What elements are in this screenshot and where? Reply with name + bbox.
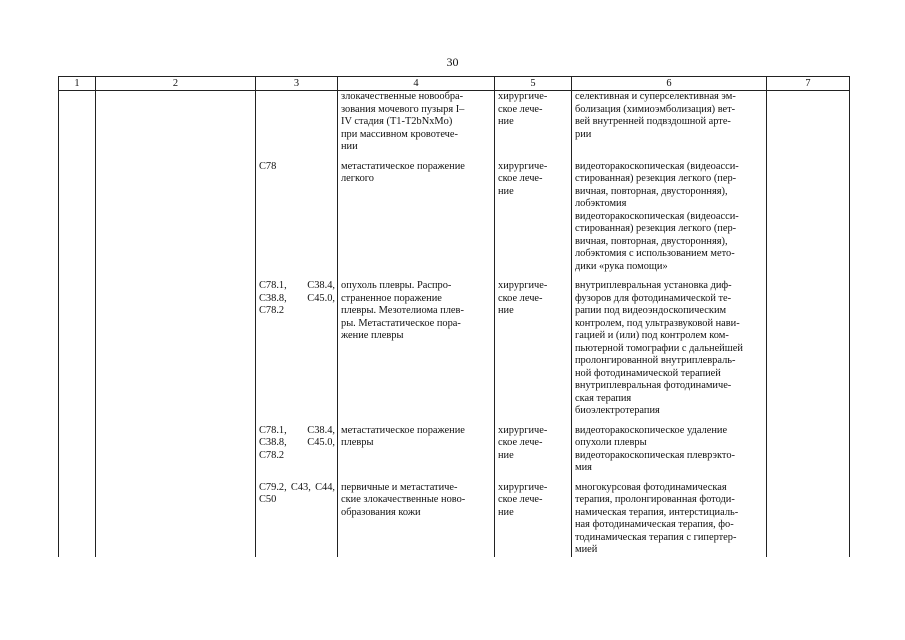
cell-treatment-method bbox=[572, 154, 767, 274]
cell-line: злокачественные новообра- bbox=[341, 91, 464, 102]
column-header: 2 bbox=[96, 77, 256, 91]
cell-extra bbox=[767, 91, 850, 154]
table-row bbox=[59, 154, 850, 274]
cell-profile bbox=[96, 418, 256, 475]
cell-line: лобэктомия bbox=[575, 198, 627, 209]
cell-line: хирургиче- bbox=[498, 160, 548, 172]
cell-line: зования мочевого пузыря I– bbox=[341, 103, 465, 115]
cell-diagnosis bbox=[338, 154, 495, 274]
cell-line: ские злокачественные ново- bbox=[341, 494, 466, 505]
cell-line: легкого bbox=[341, 173, 374, 184]
cell-treatment-method bbox=[572, 475, 767, 557]
cell-treatment-type bbox=[495, 91, 572, 154]
cell-line: ское лече- bbox=[498, 103, 543, 115]
cell-line: ская терапия bbox=[575, 392, 632, 404]
cell-line: лобэктомия с использованием мето- bbox=[575, 248, 735, 259]
cell-profile bbox=[96, 273, 256, 418]
cell-line: тодинамическая терапия с гипертер- bbox=[575, 531, 737, 543]
page-number: 30 bbox=[446, 55, 459, 69]
column-header: 3 bbox=[256, 77, 338, 91]
cell-line: ние bbox=[498, 449, 514, 461]
cell-line: видеоторакоскопическая (видеоасси- bbox=[575, 160, 739, 172]
cell-line: видеоторакоскопическая (видеоасси- bbox=[575, 210, 739, 222]
column-header: 7 bbox=[767, 77, 850, 91]
cell-line: первичные и метастатиче- bbox=[341, 481, 458, 493]
treatment-table bbox=[58, 76, 850, 557]
cell-profile bbox=[96, 154, 256, 274]
cell-line: ние bbox=[498, 185, 514, 197]
cell-line: видеоторакоскопическая плеврэкто- bbox=[575, 449, 735, 461]
cell-line: ная фотодинамическая терапия, фо- bbox=[575, 519, 734, 530]
cell-line: внутриплевральная фотодинамиче- bbox=[575, 380, 732, 391]
column-header: 6 bbox=[572, 77, 767, 91]
cell-line: ние bbox=[498, 506, 514, 518]
cell-line: хирургиче- bbox=[498, 91, 548, 102]
table-row bbox=[59, 91, 850, 154]
cell-icd-code: C78.1, C38.4, C38.8, C45.0, C78.2 bbox=[256, 273, 338, 418]
cell-line: плевры. Мезотелиома плев- bbox=[341, 305, 464, 316]
cell-line: вичная, повторная, двусторонняя), bbox=[575, 235, 728, 247]
cell-line: ское лече- bbox=[498, 173, 543, 184]
column-header: 4 bbox=[338, 77, 495, 91]
cell-icd-code bbox=[256, 91, 338, 154]
table-body bbox=[59, 91, 850, 557]
cell-line: дики «рука помощи» bbox=[575, 260, 668, 272]
cell-extra bbox=[767, 475, 850, 557]
cell-line: ной фотодинамической терапией bbox=[575, 367, 721, 379]
cell-number bbox=[59, 418, 96, 475]
cell-line: стированная) резекция легкого (пер- bbox=[575, 173, 737, 184]
cell-diagnosis bbox=[338, 475, 495, 557]
cell-line: рапии под видеоэндоскопическим bbox=[575, 305, 727, 316]
cell-extra bbox=[767, 418, 850, 475]
cell-line: образования кожи bbox=[341, 506, 421, 518]
cell-profile bbox=[96, 91, 256, 154]
cell-line: опухоль плевры. Распро- bbox=[341, 280, 452, 291]
cell-number bbox=[59, 91, 96, 154]
cell-extra bbox=[767, 154, 850, 274]
cell-line: пролонгированной внутриплевраль- bbox=[575, 355, 736, 366]
column-header: 5 bbox=[495, 77, 572, 91]
cell-diagnosis bbox=[338, 273, 495, 418]
cell-line: жение плевры bbox=[341, 330, 404, 341]
cell-icd-code: C78.1, C38.4, C38.8, C45.0, C78.2 bbox=[256, 418, 338, 475]
cell-line: страненное поражение bbox=[341, 292, 442, 304]
cell-line: IV стадия (T1-T2bNxMo) bbox=[341, 116, 453, 127]
cell-line: плевры bbox=[341, 437, 374, 448]
cell-line: ское лече- bbox=[498, 494, 543, 505]
cell-line: селективная и суперселективная эм- bbox=[575, 91, 736, 102]
cell-line: пьютерной томографии с дальнейшей bbox=[575, 342, 743, 354]
cell-line: видеоторакоскопическое удаление bbox=[575, 424, 728, 436]
cell-extra bbox=[767, 273, 850, 418]
cell-treatment-method bbox=[572, 418, 767, 475]
cell-line: ское лече- bbox=[498, 292, 543, 304]
cell-treatment-type bbox=[495, 273, 572, 418]
cell-line: ние bbox=[498, 305, 514, 316]
cell-line: опухоли плевры bbox=[575, 437, 647, 448]
cell-icd-code: C78 bbox=[256, 154, 338, 274]
cell-line: мия bbox=[575, 462, 592, 473]
cell-line: ры. Метастатическое пора- bbox=[341, 317, 461, 329]
table-row bbox=[59, 475, 850, 557]
cell-number bbox=[59, 154, 96, 274]
cell-line: намическая терапия, интерстициаль- bbox=[575, 506, 739, 518]
cell-line: фузоров для фотодинамической те- bbox=[575, 292, 732, 304]
cell-line: метастатическое поражение bbox=[341, 160, 465, 172]
cell-line: стированная) резекция легкого (пер- bbox=[575, 223, 737, 234]
cell-line: хирургиче- bbox=[498, 481, 548, 493]
cell-line: мией bbox=[575, 544, 598, 555]
cell-line: метастатическое поражение bbox=[341, 424, 465, 436]
cell-icd-code: C79.2, C43, C44, C50 bbox=[256, 475, 338, 557]
cell-line: многокурсовая фотодинамическая bbox=[575, 481, 727, 493]
column-header: 1 bbox=[59, 77, 96, 91]
cell-line: биоэлектротерапия bbox=[575, 405, 660, 416]
cell-line: контролем, под ультразвуковой нави- bbox=[575, 317, 740, 329]
cell-number bbox=[59, 475, 96, 557]
cell-line: болизация (химиоэмболизация) вет- bbox=[575, 103, 736, 115]
cell-profile bbox=[96, 475, 256, 557]
cell-treatment-type bbox=[495, 418, 572, 475]
cell-line: ние bbox=[498, 116, 514, 127]
cell-treatment-type bbox=[495, 475, 572, 557]
table-row bbox=[59, 418, 850, 475]
cell-diagnosis bbox=[338, 91, 495, 154]
cell-treatment-type bbox=[495, 154, 572, 274]
cell-line: терапия, пролонгированная фотоди- bbox=[575, 494, 735, 505]
cell-line: ское лече- bbox=[498, 437, 543, 448]
cell-line: нии bbox=[341, 141, 358, 152]
cell-line: хирургиче- bbox=[498, 280, 548, 291]
cell-line: вей внутренней подвздошной арте- bbox=[575, 116, 731, 127]
cell-line: рии bbox=[575, 128, 592, 140]
column-number-row bbox=[59, 77, 850, 91]
cell-treatment-method bbox=[572, 91, 767, 154]
cell-line: вичная, повторная, двусторонняя), bbox=[575, 185, 728, 197]
cell-treatment-method bbox=[572, 273, 767, 418]
cell-line: гацией и (или) под контролем ком- bbox=[575, 330, 729, 341]
cell-number bbox=[59, 273, 96, 418]
cell-line: внутриплевральная установка диф- bbox=[575, 280, 732, 291]
table-row bbox=[59, 273, 850, 418]
cell-line: при массивном кровотече- bbox=[341, 128, 458, 140]
cell-diagnosis bbox=[338, 418, 495, 475]
cell-line: хирургиче- bbox=[498, 424, 548, 436]
